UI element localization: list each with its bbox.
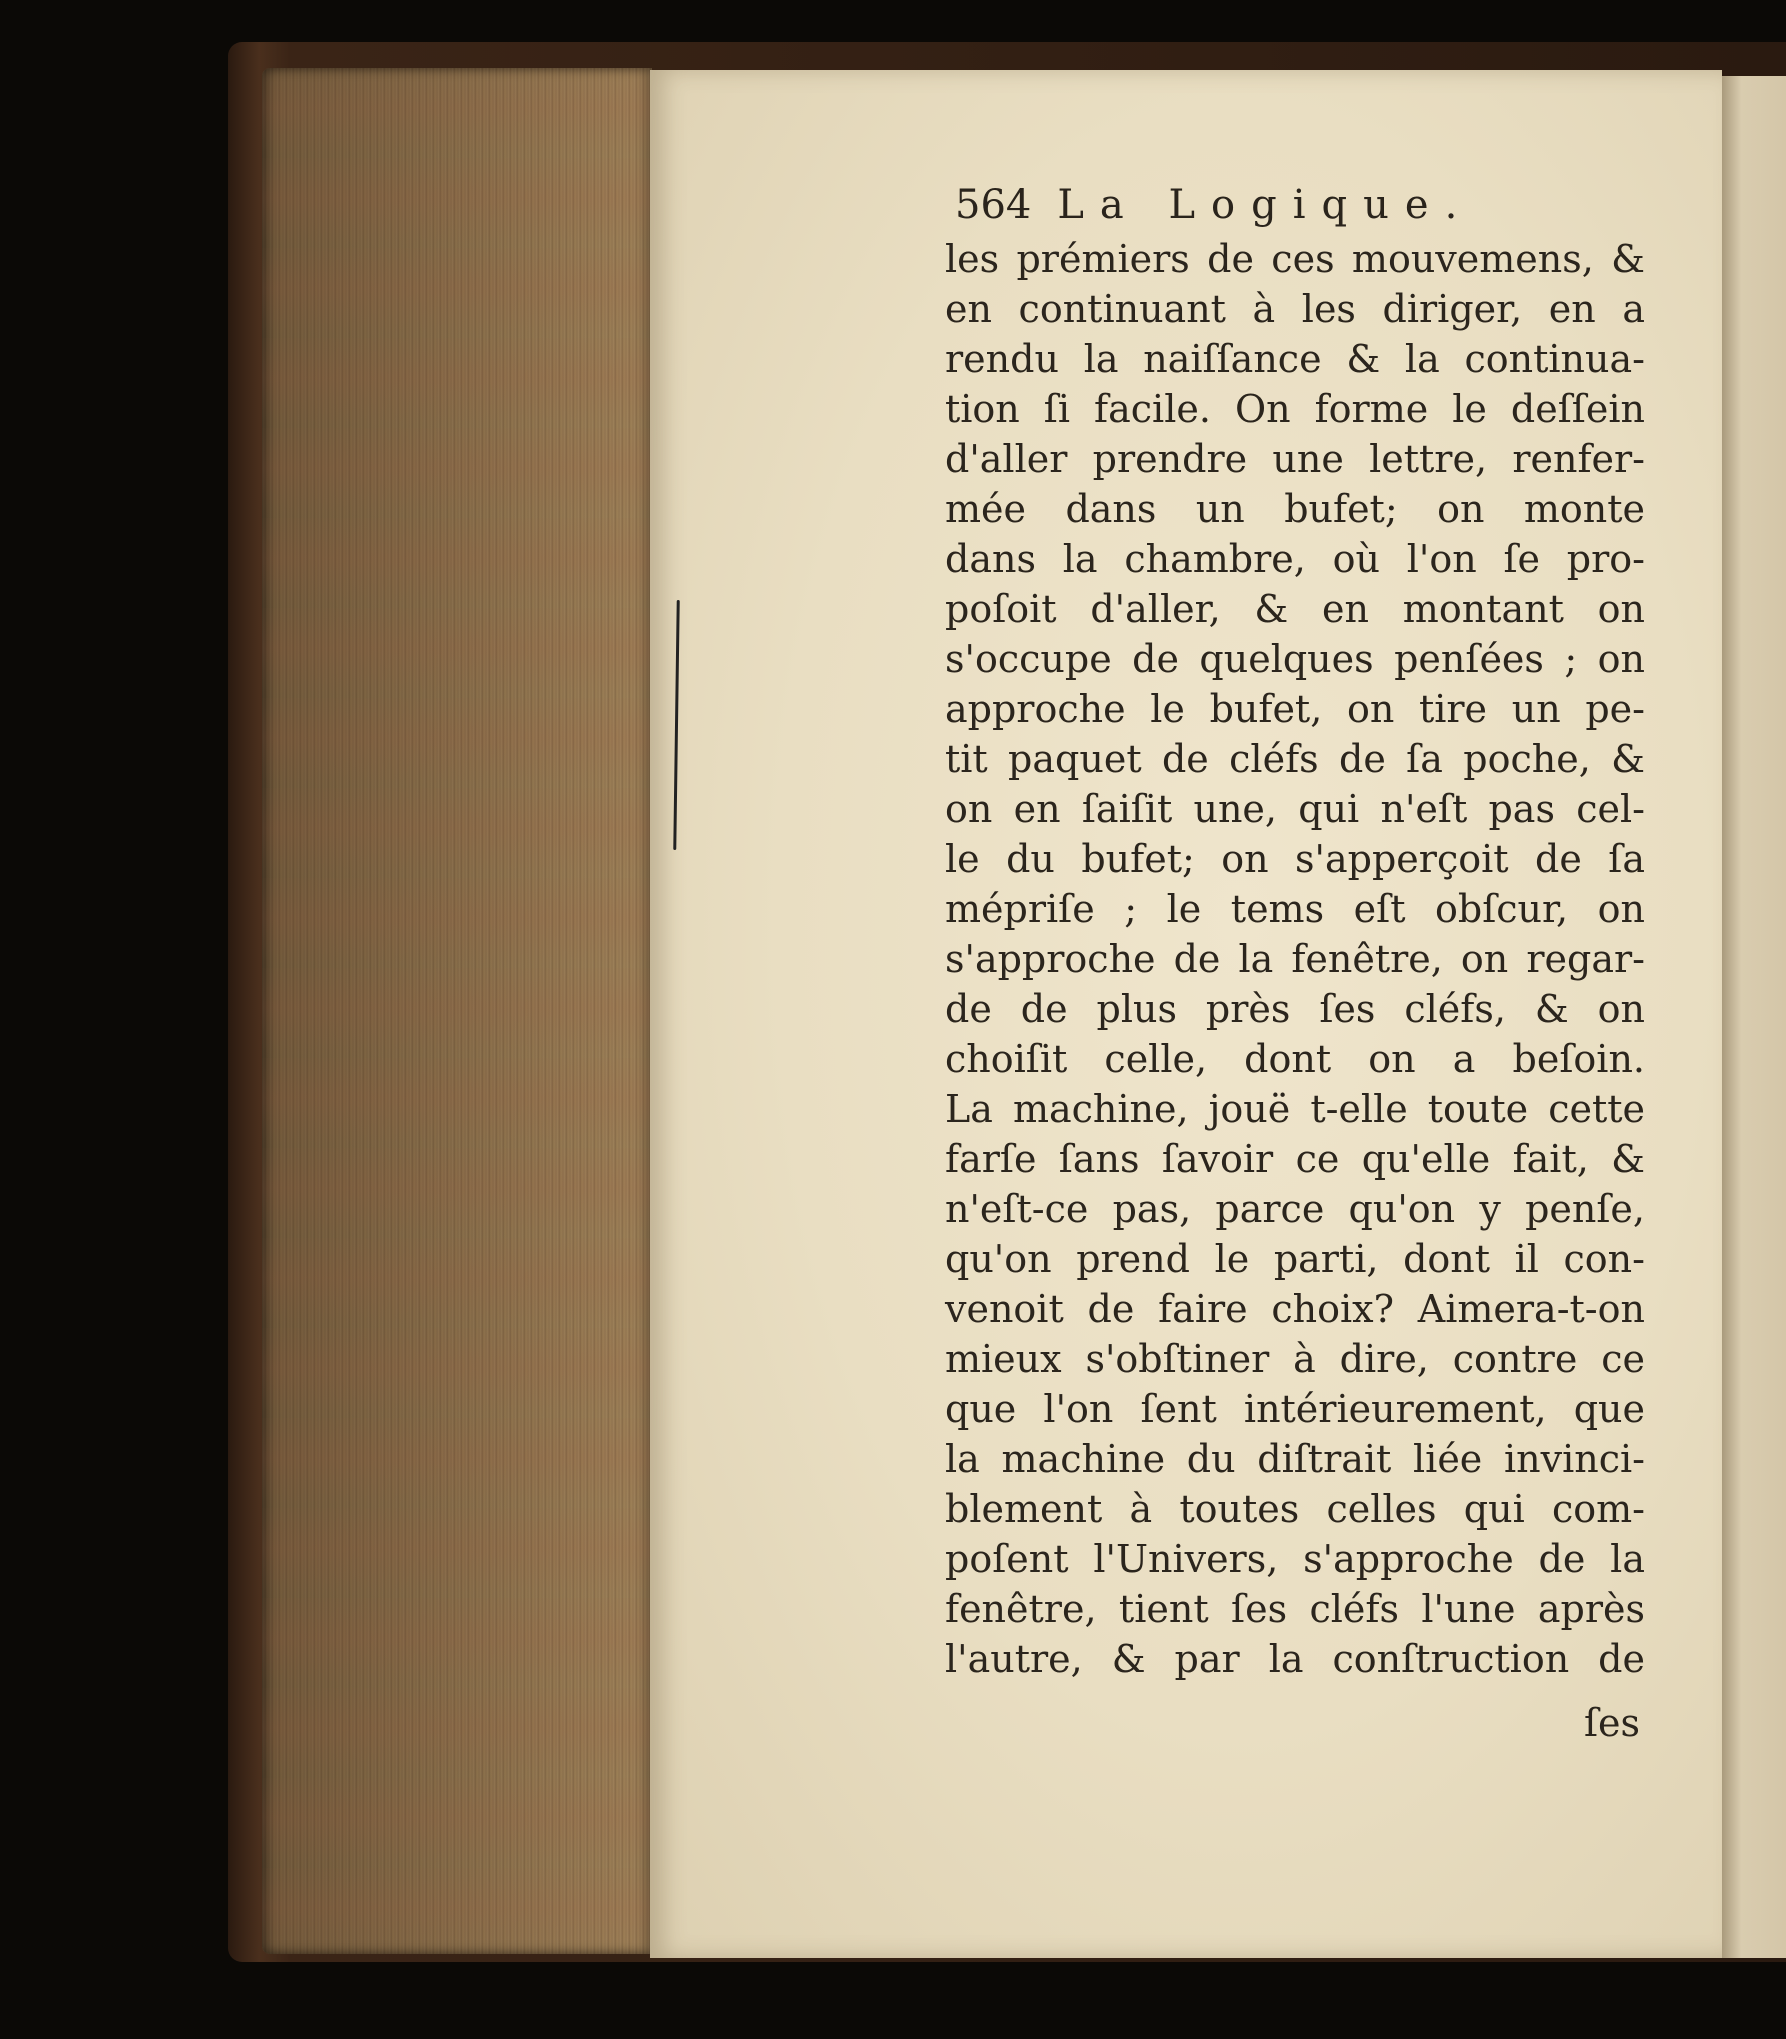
catchword: ſes [1583, 1701, 1640, 1745]
text-line: de de plus près ſes cléfs, & on [945, 987, 1645, 1031]
page-number: 564 [955, 182, 1032, 228]
text-line: s'occupe de quelques penſées ; on [945, 637, 1645, 681]
text-line: mieux s'obſtiner à dire, contre ce [945, 1337, 1645, 1381]
text-line: approche le bufet, on tire un pe- [945, 687, 1645, 731]
text-line: en continuant à les diriger, en a [945, 287, 1645, 331]
text-line: poſent l'Univers, s'approche de la [945, 1537, 1645, 1581]
body-text [945, 234, 1645, 1684]
text-line: La machine, jouë t-elle toute cette [945, 1087, 1645, 1131]
text-line: fenêtre, tient ſes cléfs l'une après [945, 1587, 1645, 1631]
text-line: le du bufet; on s'apperçoit de ſa [945, 837, 1645, 881]
text-line: farſe ſans ſavoir ce qu'elle fait, & [945, 1137, 1645, 1181]
text-line: tit paquet de cléfs de ſa poche, & [945, 737, 1645, 781]
text-line: mée dans un bufet; on monte [945, 487, 1645, 531]
page-edges [262, 68, 652, 1954]
text-line: n'eſt-ce pas, parce qu'on y penſe, [945, 1187, 1645, 1231]
text-line: on en ſaiſit une, qui n'eſt pas cel- [945, 787, 1645, 831]
text-line: les prémiers de ces mouvemens, & [945, 237, 1645, 281]
text-line: dans la chambre, où l'on ſe pro- [945, 537, 1645, 581]
text-line: l'autre, & par la conſtruction de [945, 1637, 1645, 1681]
facing-page-edge [1722, 76, 1786, 1958]
text-line: choiſit celle, dont on a beſoin. [945, 1037, 1645, 1081]
text-line: la machine du diſtrait liée invinci- [945, 1437, 1645, 1481]
running-head [955, 182, 1595, 234]
text-line: poſoit d'aller, & en montant on [945, 587, 1645, 631]
text-line: qu'on prend le parti, dont il con- [945, 1237, 1645, 1281]
text-line: blement à toutes celles qui com- [945, 1487, 1645, 1531]
text-line: venoit de faire choix? Aimera-t-on [945, 1287, 1645, 1331]
text-line: que l'on ſent intérieurement, que [945, 1387, 1645, 1431]
text-line: tion ſi facile. On forme le deſſein [945, 387, 1645, 431]
text-line: s'approche de la fenêtre, on regar- [945, 937, 1645, 981]
running-title: La Logique. [1057, 182, 1474, 228]
text-line: rendu la naiſſance & la continua- [945, 337, 1645, 381]
text-line: d'aller prendre une lettre, renfer- [945, 437, 1645, 481]
text-line: mépriſe ; le tems eſt obſcur, on [945, 887, 1645, 931]
